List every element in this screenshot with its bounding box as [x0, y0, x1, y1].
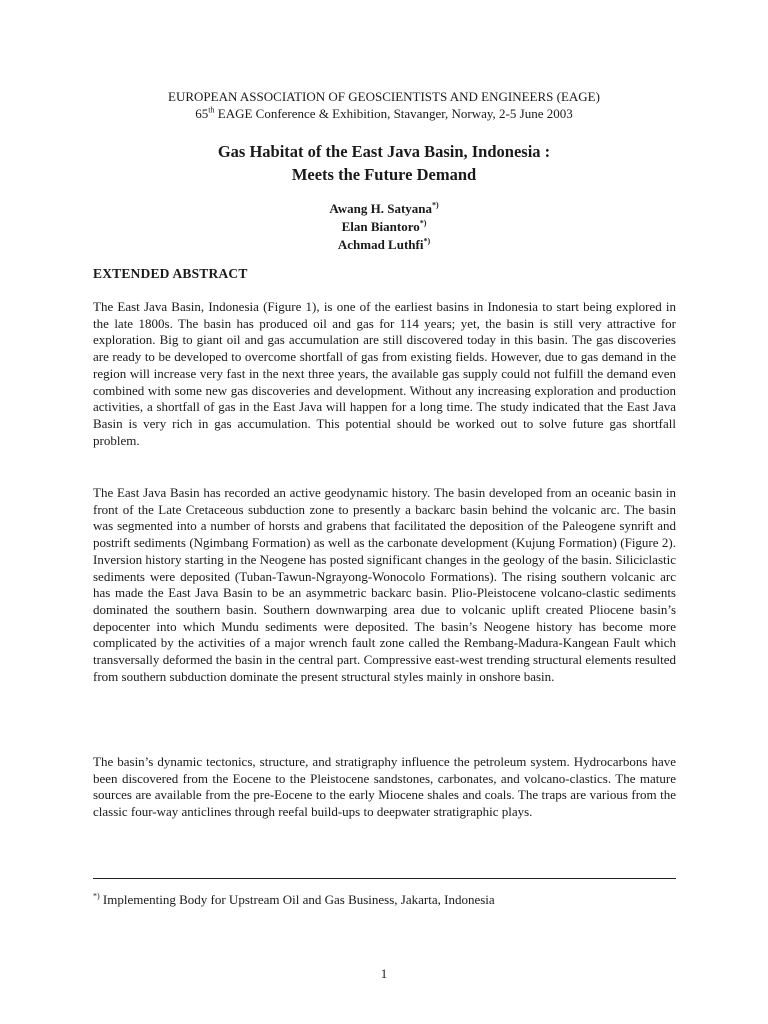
author: [0, 218, 768, 236]
footnote: [93, 891, 495, 908]
author: [0, 200, 768, 218]
author-affiliation-mark: *): [432, 200, 439, 210]
conference-line: [0, 105, 768, 122]
author: [0, 236, 768, 254]
title-line-2: Meets the Future Demand: [291, 165, 477, 184]
author-name: Achmad Luthfi: [337, 237, 424, 252]
author-affiliation-mark: *): [419, 218, 427, 228]
author-list: [0, 200, 768, 254]
footnote-text: Implementing Body for Upstream Oil and Gas Business, Jakarta, Indonesia: [99, 892, 495, 907]
abstract-paragraph-1: The East Java Basin, Indonesia (Figure 1), is one of the earliest basins in Indonesia to start being explored in the late 1800s. The basin has produced oil and gas for 114 years; yet, the basin is still very attractive for exploration. Big to giant oil and gas accumulation are still discovered today in this basin. The gas discoveries are ready to be developed to overcome shortfall of gas from existing fields. However, due to gas demand in the region will increase very fast in the next three years, the available gas supply could not fulfill the demand even combined with some new gas discoveries and development. Without any increasing exploration and production activities, a shortfall of gas in the East Java will happen for a long time. The study indicated that the East Java Basin is very rich in gas accumulation. This potential should be worked out to solve future gas shortfall problem.: [93, 299, 676, 448]
abstract-paragraph-3: The basin’s dynamic tectonics, structure, and stratigraphy influence the petroleum system. Hydrocarbons have been discovered from the Eocene to the Pleistocene sandstones, carbonates, and volcano-clastics. The mature sources are available from the pre-Eocene to the early Miocene shales and coals. The traps are various from the classic four-way anticlines through reefal build-ups to deepwater stratigraphic plays.: [93, 754, 676, 820]
conference-ordinal-suffix: th: [208, 105, 215, 115]
author-name: Elan Biantoro: [341, 219, 420, 234]
footnote-divider: [93, 878, 676, 879]
title-line-1: Gas Habitat of the East Java Basin, Indonesia :: [217, 142, 551, 161]
abstract-paragraph-2: The East Java Basin has recorded an active geodynamic history. The basin developed from an oceanic basin in front of the Late Cretaceous subduction zone to presently a backarc basin behind the volcanic arc. The basin was segmented into a number of horsts and grabens that facilitated the deposition of the Paleogene synrift and postrift sediments (Ngimbang Formation) as well as the carbonate development (Kujung Formation) (Figure 2). Inversion history starting in the Neogene has posted significant changes in the geology of the basin. Siliciclastic sediments were deposited (Tuban-Tawun-Ngrayong-Wonocolo Formations). The rising southern volcanic arc has made the East Java Basin to be an asymmetric backarc basin. Plio-Pleistocene volcano-clastic sediments dominated the southern basin. Southern downwarping area due to volcanic uplift created Pliocene basin’s depocenter into which Mundu sediments were deposited. The basin’s Neogene history has become more complicated by the activities of a major wrench fault zone called the Rembang-Madura-Kangean Fault which transversally deformed the basin in the central part. Compressive east-west trending structural elements resulted from southern subduction dominate the present structural styles mainly in onshore basin.: [93, 485, 676, 684]
page-number: 1: [380, 966, 388, 981]
section-heading: EXTENDED ABSTRACT: [93, 266, 248, 281]
organization-line: EUROPEAN ASSOCIATION OF GEOSCIENTISTS AND ENGINEERS (EAGE): [168, 89, 600, 104]
conference-details: EAGE Conference & Exhibition, Stavanger, Norway, 2-5 June 2003: [214, 106, 573, 121]
footnote-mark: *): [93, 891, 100, 901]
author-affiliation-mark: *): [423, 236, 431, 246]
author-name: Awang H. Satyana: [329, 201, 433, 216]
paper-title: [0, 140, 768, 186]
conference-number: 65: [195, 106, 209, 121]
